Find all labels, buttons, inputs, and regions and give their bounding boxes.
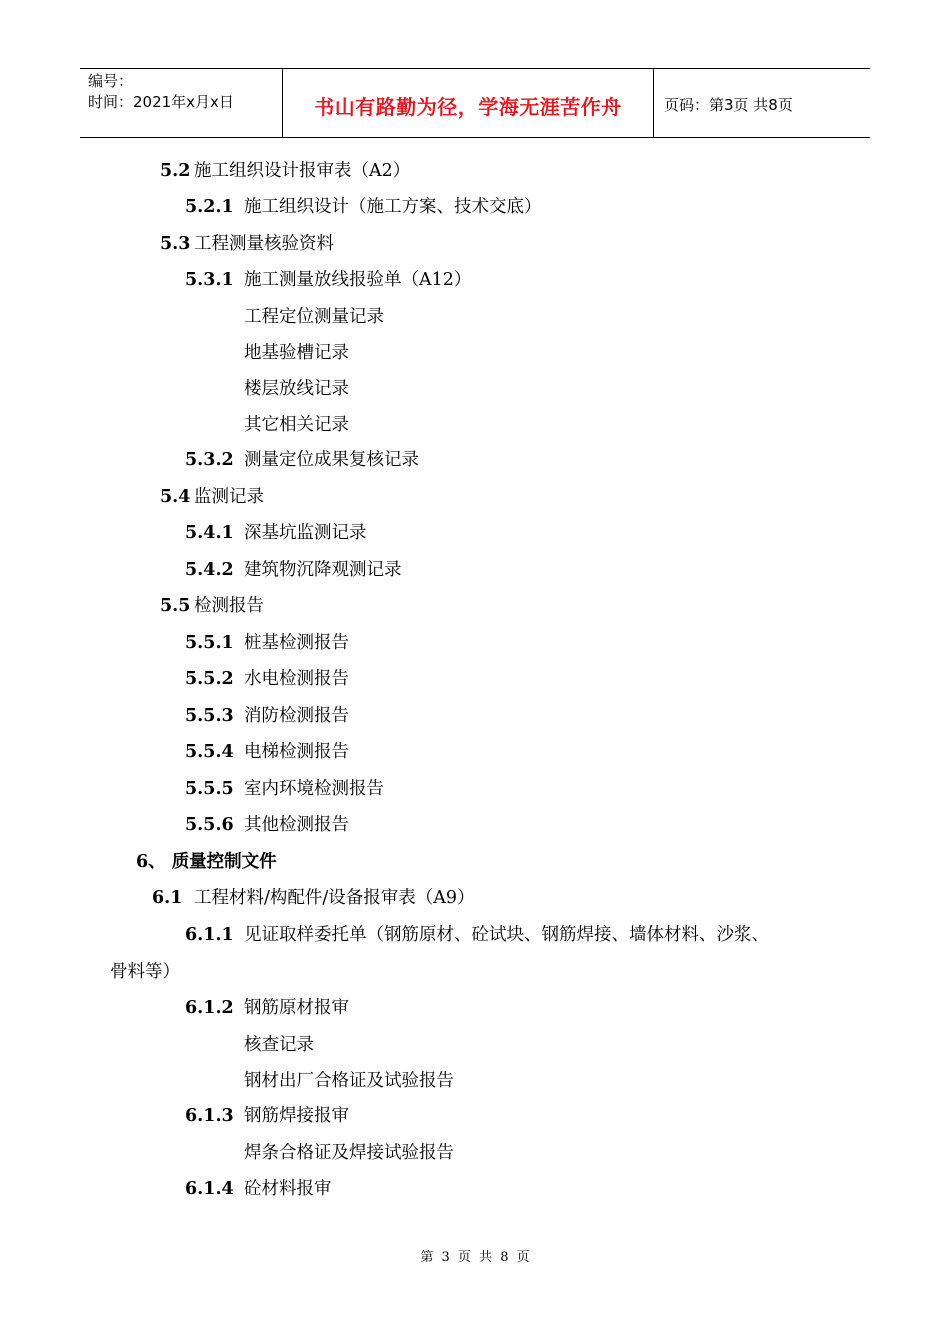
document-date: 时间：2021年x月x日 — [88, 93, 234, 111]
section-title: 室内环境检测报告 — [244, 779, 384, 799]
section-5-3-1 — [185, 268, 471, 292]
chapter-number: 6、 — [136, 852, 166, 872]
section-title: 施工测量放线报验单（A12） — [244, 270, 472, 290]
section-title: 钢筋原材报审 — [244, 998, 349, 1018]
section-title: 工程材料/构配件/设备报审表（A9） — [194, 888, 475, 908]
section-title: 电梯检测报告 — [244, 742, 349, 762]
section-number: 6.1.2 — [185, 998, 234, 1018]
section-number: 5.5.5 — [185, 779, 234, 799]
section-title: 测量定位成果复核记录 — [244, 450, 419, 470]
section-6-1-1 — [185, 923, 769, 947]
section-title: 砼材料报审 — [244, 1179, 332, 1199]
section-title: 消防检测报告 — [244, 706, 349, 726]
section-6-1-1-continued: 骨料等） — [110, 962, 180, 982]
section-6-1-2 — [185, 996, 349, 1020]
section-number: 5.4.2 — [185, 560, 234, 580]
section-5-5 — [160, 594, 264, 618]
document-number-label: 编号： — [88, 72, 134, 90]
section-title: 水电检测报告 — [244, 669, 349, 689]
page-header — [80, 68, 870, 138]
chapter-6 — [136, 850, 277, 874]
section-number: 5.3.1 — [185, 270, 234, 290]
section-6-1-3 — [185, 1104, 349, 1128]
section-5-3-2 — [185, 448, 419, 472]
header-meta — [80, 69, 282, 137]
section-title: 工程测量核验资料 — [194, 234, 334, 254]
list-item: 其它相关记录 — [244, 415, 349, 435]
section-5-4-1 — [185, 521, 367, 545]
section-title: 桩基检测报告 — [244, 633, 349, 653]
section-5-5-1 — [185, 631, 349, 655]
section-title: 其他检测报告 — [244, 815, 349, 835]
section-number: 5.3.2 — [185, 450, 234, 470]
section-number: 5.5.4 — [185, 742, 234, 762]
list-item: 地基验槽记录 — [244, 343, 349, 363]
section-5-5-5 — [185, 777, 384, 801]
section-title: 建筑物沉降观测记录 — [244, 560, 402, 580]
section-number: 5.3 — [160, 234, 191, 254]
list-item: 焊条合格证及焊接试验报告 — [244, 1143, 454, 1163]
list-item: 工程定位测量记录 — [244, 307, 384, 327]
section-number: 5.5.1 — [185, 633, 234, 653]
chapter-title: 质量控制文件 — [171, 852, 277, 872]
section-number: 5.5.6 — [185, 815, 234, 835]
section-5-5-2 — [185, 667, 349, 691]
section-number: 5.5.2 — [185, 669, 234, 689]
section-5-5-4 — [185, 740, 349, 764]
section-5-5-6 — [185, 813, 349, 837]
section-number: 5.2 — [160, 161, 191, 181]
section-5-3 — [160, 232, 334, 256]
section-title: 检测报告 — [194, 596, 264, 616]
section-number: 6.1.1 — [185, 925, 234, 945]
section-number: 5.2.1 — [185, 197, 234, 217]
section-number: 5.5.3 — [185, 706, 234, 726]
section-title: 监测记录 — [194, 487, 264, 507]
list-item: 楼层放线记录 — [244, 379, 349, 399]
page-footer: 第 3 页 共 8 页 — [420, 1250, 530, 1265]
section-6-1 — [152, 886, 475, 910]
list-item: 钢材出厂合格证及试验报告 — [244, 1071, 454, 1091]
header-motto: 书山有路勤为径，学海无涯苦作舟 — [282, 69, 654, 137]
section-title: 钢筋焊接报审 — [244, 1106, 349, 1126]
section-5-2 — [160, 159, 410, 183]
section-6-1-4 — [185, 1177, 332, 1201]
section-5-2-1 — [185, 195, 542, 219]
section-title: 施工组织设计（施工方案、技术交底） — [244, 197, 542, 217]
section-number: 5.5 — [160, 596, 191, 616]
section-number: 6.1 — [152, 888, 183, 908]
section-title: 见证取样委托单（钢筋原材、砼试块、钢筋焊接、墙体材料、沙浆、 — [244, 925, 769, 945]
section-title: 深基坑监测记录 — [244, 523, 367, 543]
section-number: 6.1.3 — [185, 1106, 234, 1126]
section-title: 施工组织设计报审表（A2） — [194, 161, 411, 181]
section-5-5-3 — [185, 704, 349, 728]
section-number: 5.4.1 — [185, 523, 234, 543]
list-item: 核查记录 — [244, 1035, 314, 1055]
section-5-4 — [160, 485, 264, 509]
header-page-info: 页码：第3页 共8页 — [664, 95, 793, 114]
section-number: 5.4 — [160, 487, 191, 507]
section-5-4-2 — [185, 558, 402, 582]
section-number: 6.1.4 — [185, 1179, 234, 1199]
